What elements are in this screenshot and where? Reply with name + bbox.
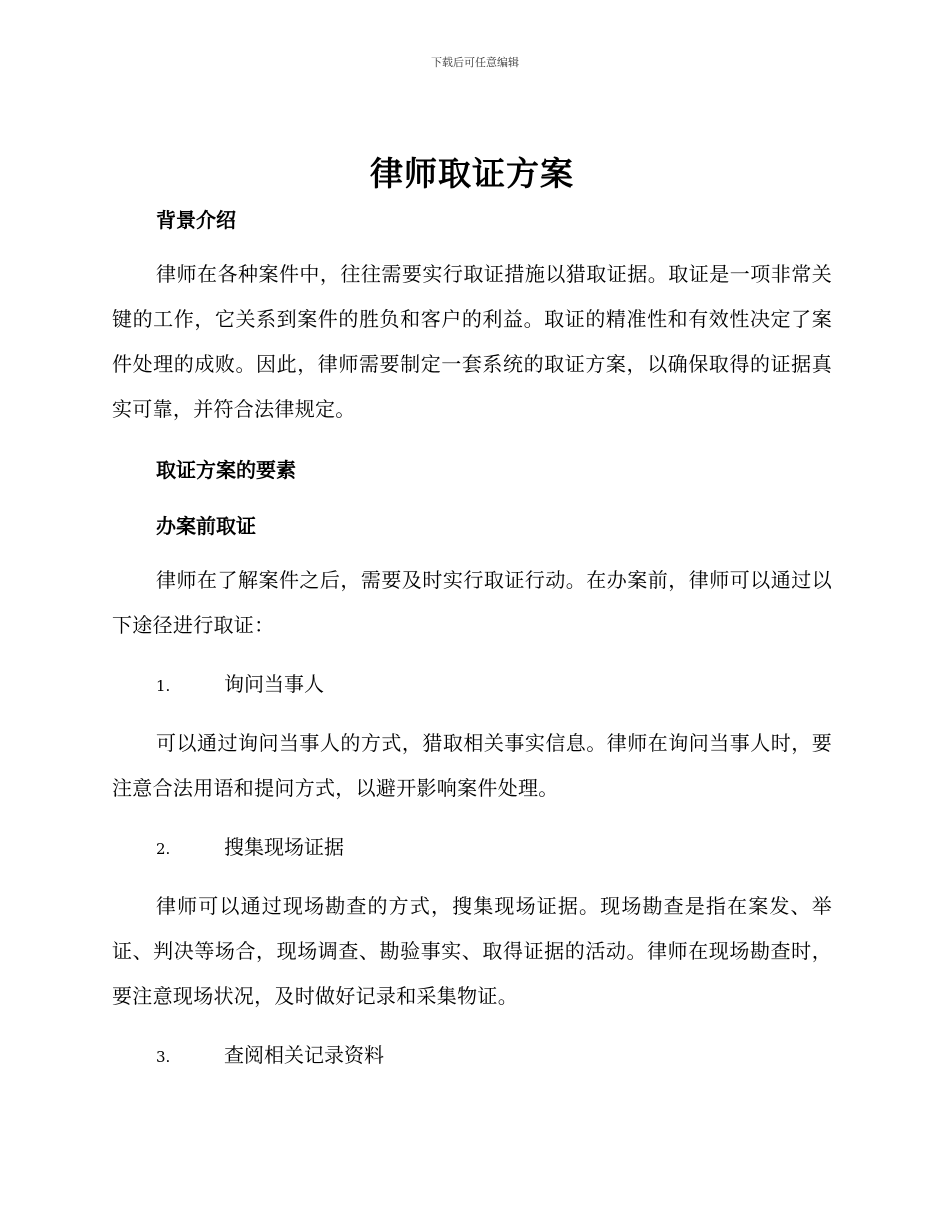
list-item-label: 询问当事人 [224,672,324,696]
spacer [112,811,832,825]
spacer [112,238,832,252]
spacer [112,544,832,558]
list-item-label: 搜集现场证据 [224,835,344,859]
list-item-label: 查阅相关记录资料 [224,1043,384,1067]
list-item-2 [112,825,832,870]
spacer [112,707,832,721]
paragraph-pre-case: 律师在了解案件之后，需要及时实行取证行动。在办案前，律师可以通过以下途径进行取证： [112,568,832,637]
spacer [112,1019,832,1033]
paragraph-item-2: 律师可以通过现场勘查的方式，搜集现场证据。现场勘查是指在案发、举证、判决等场合，现场调查、勘验事实、取得证据的活动。律师在现场勘查时，要注意现场状况，及时做好记录和采集物证。 [112,894,832,1008]
spacer [112,432,832,452]
list-item-3 [112,1033,832,1078]
document-title: 律师取证方案 [370,154,574,193]
page-header-note: 下载后可任意编辑 [431,56,519,69]
spacer [112,870,832,884]
section-heading-pre-case: 办案前取证 [156,514,256,538]
spacer [112,488,832,508]
list-item-1 [112,662,832,707]
spacer [112,648,832,662]
section-heading-background: 背景介绍 [156,208,236,232]
paragraph-background: 律师在各种案件中，往往需要实行取证措施以猎取证据。取证是一项非常关键的工作，它关系到案件的胜负和客户的利益。取证的精准性和有效性决定了案件处理的成败。因此，律师需要制定一套系统的取证方案，以确保取得的证据真实可靠，并符合法律规定。 [112,262,832,421]
list-number: 1. [156,677,171,695]
section-heading-elements: 取证方案的要素 [156,458,296,482]
list-number: 3. [156,1048,171,1066]
document-body [112,146,832,1078]
paragraph-item-1: 可以通过询问当事人的方式，猎取相关事实信息。律师在询问当事人时，要注意合法用语和提问方式，以避开影响案件处理。 [112,731,832,800]
list-number: 2. [156,840,171,858]
